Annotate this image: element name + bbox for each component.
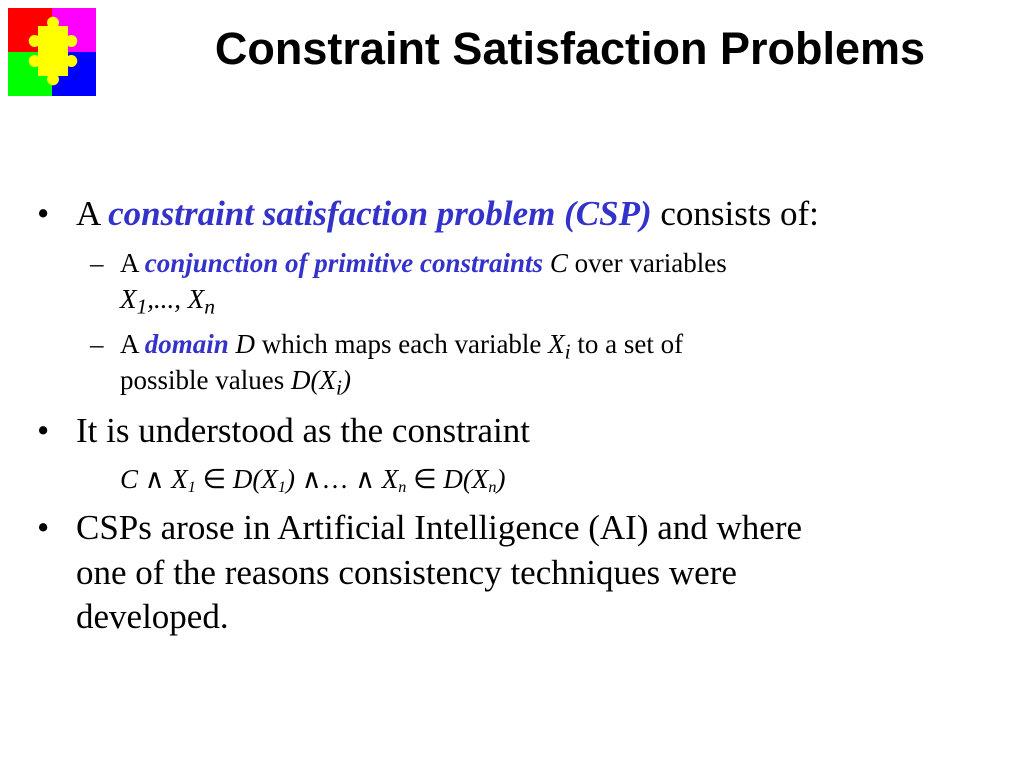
f-x1-sub: 1 — [187, 478, 196, 497]
s1-pre: A — [120, 248, 145, 278]
f-dn: D(X — [443, 464, 489, 494]
f-x1: X — [164, 464, 188, 494]
s1-mid: ,..., X — [147, 284, 205, 314]
s2-dx: D(X — [290, 365, 336, 395]
f-and3: ∧ — [355, 464, 376, 494]
b1-pre: A — [76, 194, 109, 233]
s2-dx-close: ) — [341, 365, 351, 395]
b1-emphasis: constraint satisfaction problem (CSP) — [108, 194, 652, 233]
sub-bullet-conjunction — [120, 247, 727, 279]
bullet-csp-definition — [76, 194, 819, 234]
f-xn-sub: n — [398, 478, 407, 497]
s1-x-subn: n — [204, 294, 216, 319]
f-d1: D(X — [232, 464, 278, 494]
bullet-csp-origin-line1: CSPs arose in Artificial Intelligence (AI) and where — [76, 508, 803, 547]
s1-emphasis: conjunction of primitive constraints — [144, 248, 544, 278]
bullet-csp-origin-line3: developed. — [76, 597, 229, 636]
bullet-marker: • — [37, 194, 50, 233]
sub-bullet-domain-line2 — [120, 364, 351, 400]
s2-emphasis: domain — [144, 329, 229, 359]
s2-post2: to a set of — [570, 329, 684, 359]
f-in1: ∈ — [195, 464, 233, 494]
bullet-csp-origin-line2: one of the reasons consistency techniques were — [76, 553, 737, 592]
s1-x-sub1: 1 — [136, 294, 148, 319]
bullet-marker: • — [37, 411, 50, 450]
f-c: C — [120, 464, 145, 494]
s2-x-sub: i — [564, 339, 571, 364]
f-in2: ∈ — [406, 464, 444, 494]
f-and2: ∧ — [301, 464, 322, 494]
sub-bullet-domain — [120, 328, 684, 364]
bullet-marker: • — [37, 508, 50, 547]
s1-var: C — [543, 248, 568, 278]
s2-var: D — [228, 329, 256, 359]
sub-bullet-marker: – — [90, 248, 104, 278]
bullet-understood: It is understood as the constraint — [76, 411, 530, 450]
s2-line2-pre: possible values — [120, 365, 291, 395]
s2-x: X — [548, 329, 565, 359]
f-xn: X — [375, 464, 399, 494]
s2-pre: A — [120, 329, 145, 359]
f-d1-sub: 1 — [277, 478, 286, 497]
sub-bullet-conjunction-vars — [120, 283, 216, 319]
s2-post: which maps each variable — [255, 329, 549, 359]
s2-dx-sub: i — [335, 375, 342, 400]
f-and1: ∧ — [144, 464, 165, 494]
s1-post: over variables — [567, 248, 727, 278]
slide-title: Constraint Satisfaction Problems — [214, 23, 926, 74]
f-dn-close: ) — [496, 464, 506, 494]
f-d1-close: ) — [285, 464, 302, 494]
constraint-formula — [120, 463, 505, 495]
f-dn-sub: n — [488, 478, 497, 497]
s1-x: X — [120, 284, 137, 314]
sub-bullet-marker: – — [90, 329, 104, 359]
b1-post: consists of: — [651, 194, 819, 233]
f-dots: … — [321, 464, 356, 494]
